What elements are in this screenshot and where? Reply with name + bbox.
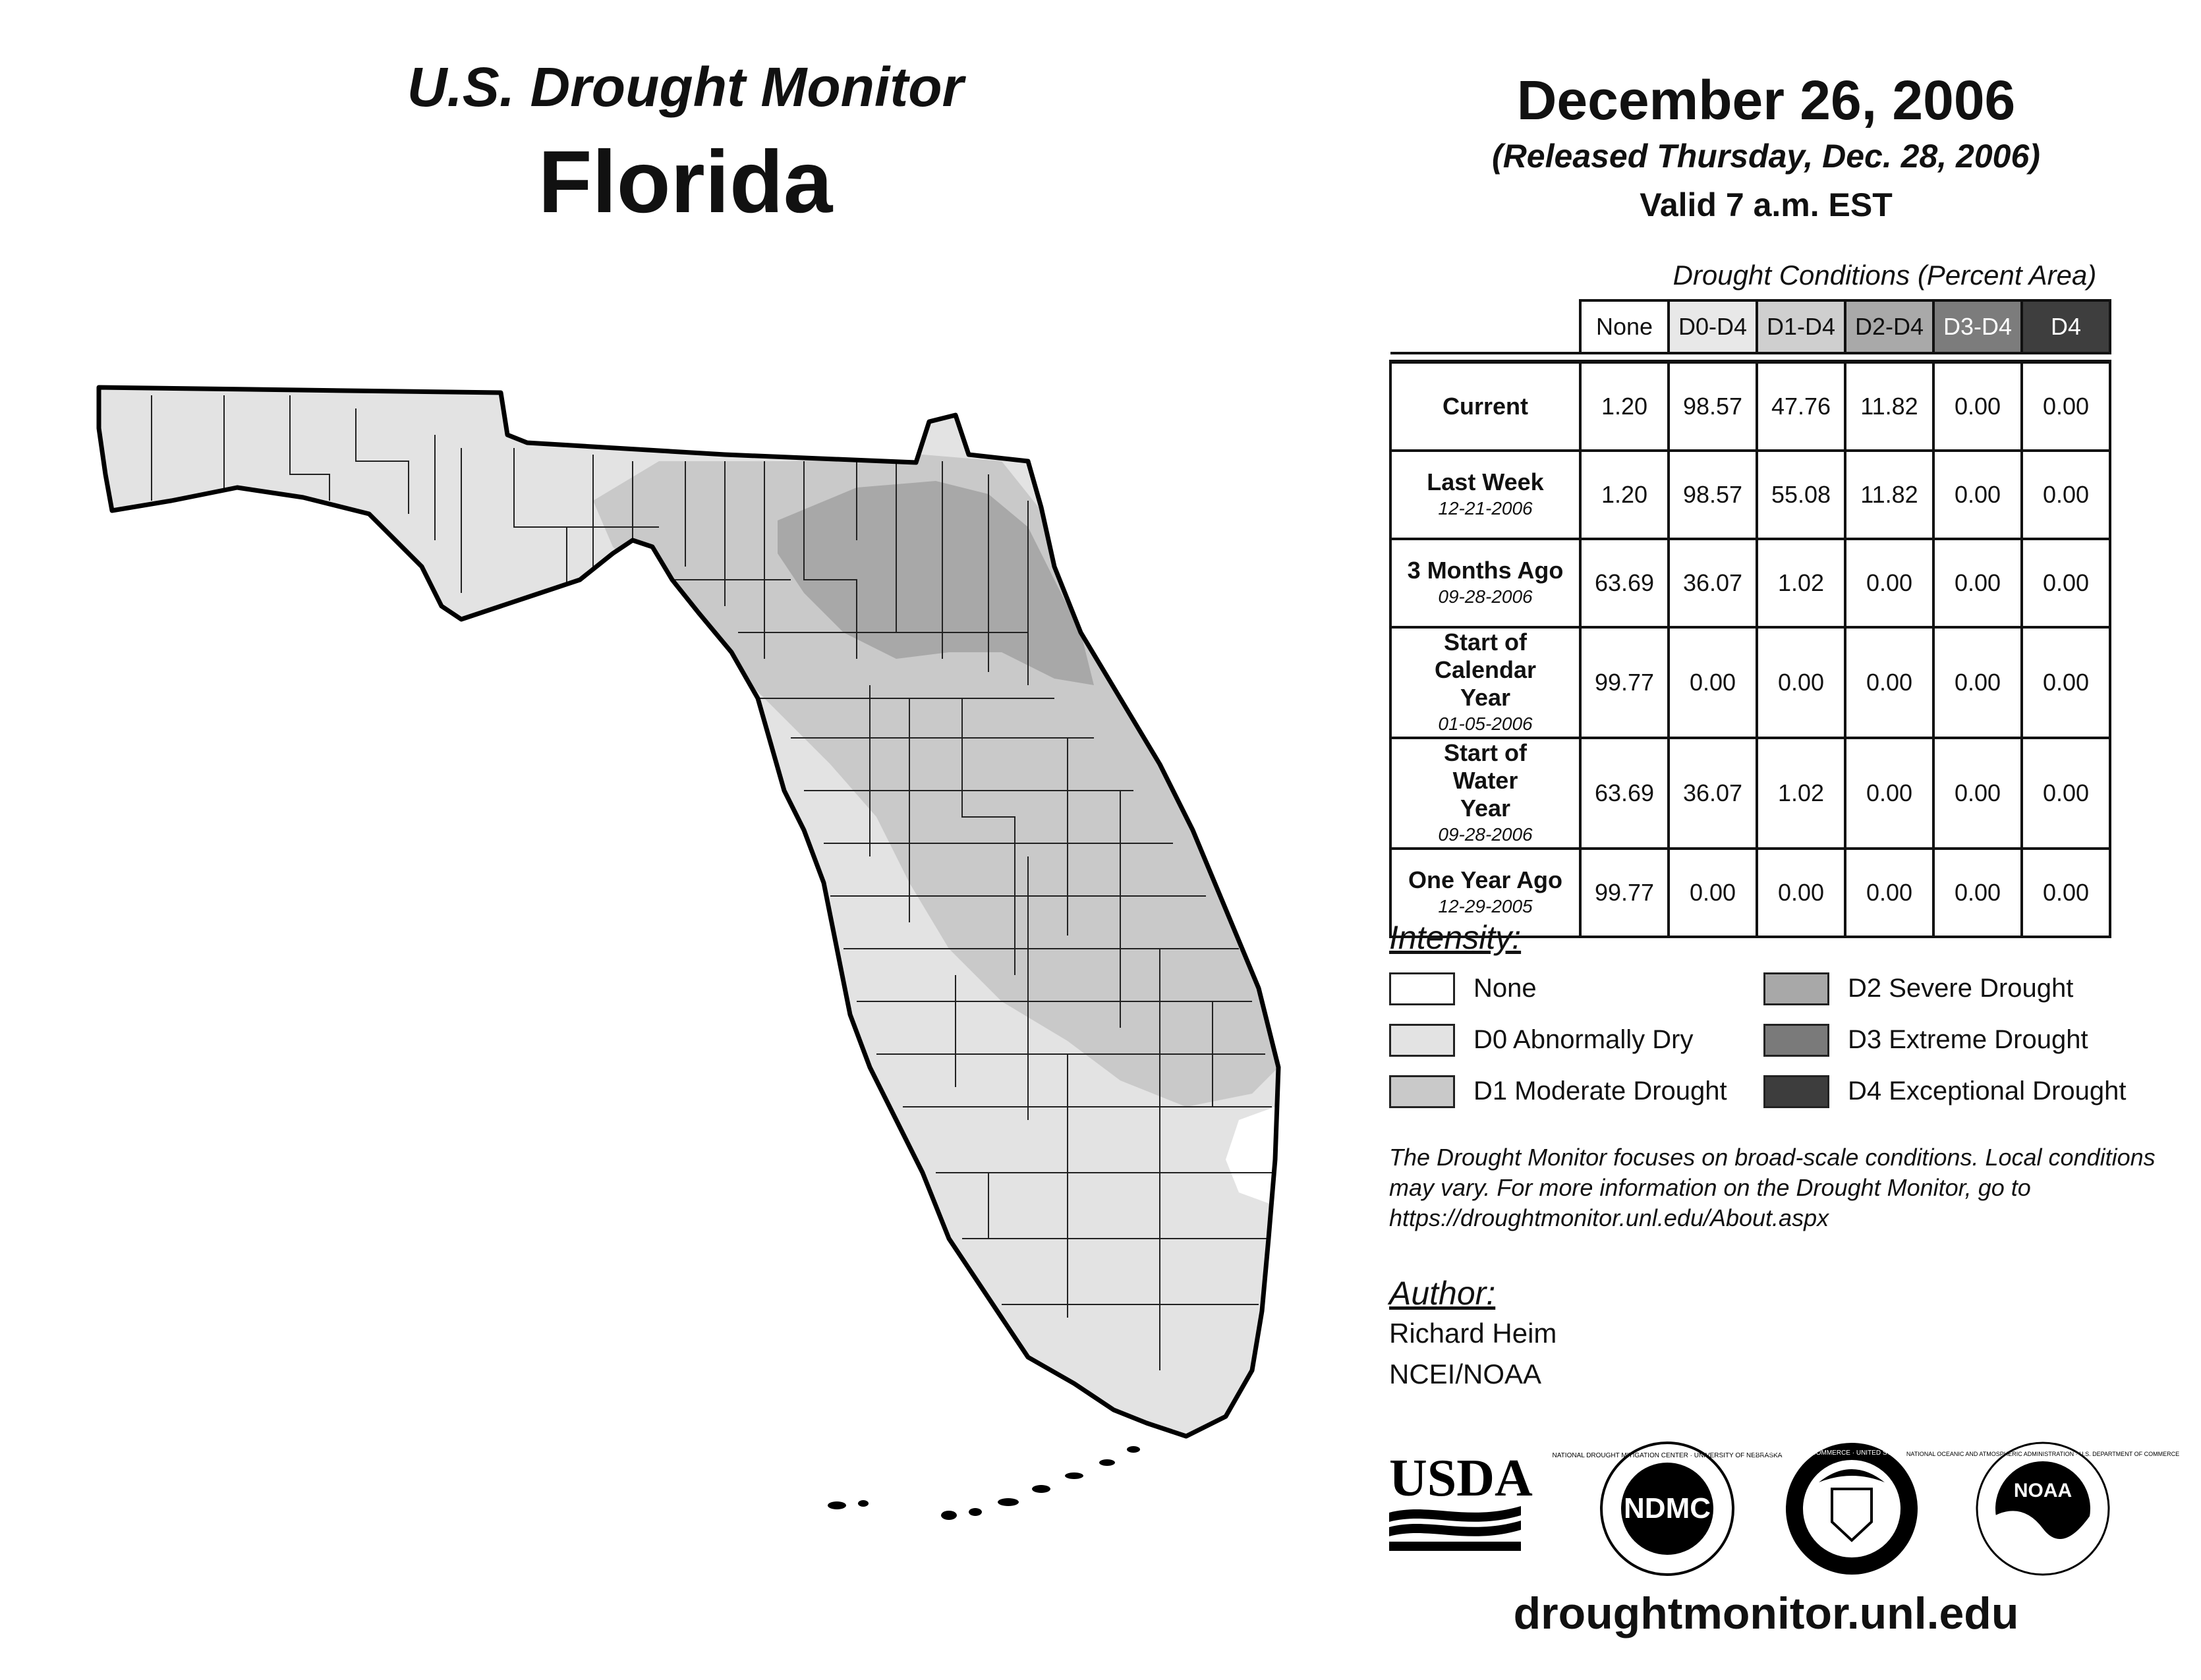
table-cell: 1.02: [1757, 539, 1845, 627]
legend-swatch: [1389, 972, 1455, 1005]
table-cell: 0.00: [1845, 627, 1933, 738]
footer-url[interactable]: droughtmonitor.unl.edu: [1513, 1588, 2019, 1638]
author-heading: Author:: [1389, 1275, 1496, 1312]
ndmc-logo: [1553, 1443, 1783, 1575]
table-cell: 0.00: [2022, 451, 2110, 539]
program-title: U.S. Drought Monitor: [407, 56, 964, 118]
table-cell: 1.02: [1757, 738, 1845, 849]
table-cell: 47.76: [1757, 362, 1845, 451]
table-cell: 0.00: [2022, 362, 2110, 451]
legend-swatch: [1763, 1075, 1829, 1108]
disclaimer-note: The Drought Monitor focuses on broad-scale conditions. Local conditions may vary. For more information on the Drought Monitor, go to https://droughtmonitor.unl.edu/About.aspx: [1389, 1144, 2156, 1231]
row-label: Last Week 12-21-2006: [1390, 451, 1580, 539]
table-cell: 1.20: [1580, 362, 1669, 451]
table-cell: 0.00: [1757, 849, 1845, 937]
row-label: 3 Months Ago 09-28-2006: [1390, 539, 1580, 627]
table-cell: 0.00: [1933, 539, 2022, 627]
svg-text:NATIONAL DROUGHT MITIGATION CE: NATIONAL DROUGHT MITIGATION CENTER · UNIVERSITY OF NEBRASKA: [1552, 1452, 1783, 1459]
state-area: [99, 387, 1278, 1520]
state-title: Florida: [538, 133, 833, 231]
column-header: D4: [2022, 300, 2110, 353]
legend-label: D1 Moderate Drought: [1473, 1077, 1727, 1106]
drought-conditions-table: [1389, 299, 2111, 938]
table-row: [1390, 362, 2110, 451]
table-row: [1390, 738, 2110, 849]
legend-label: D3 Extreme Drought: [1848, 1025, 2088, 1054]
legend-label: D2 Severe Drought: [1848, 974, 2074, 1003]
release-date: (Released Thursday, Dec. 28, 2006): [1492, 138, 2040, 175]
table-cell: 63.69: [1580, 539, 1669, 627]
table-cell: 0.00: [1757, 627, 1845, 738]
table-cell: 0.00: [1933, 451, 2022, 539]
svg-text:NDMC: NDMC: [1624, 1492, 1711, 1525]
row-label: Current: [1390, 362, 1580, 451]
table-cell: 36.07: [1669, 539, 1757, 627]
table-caption: Drought Conditions (Percent Area): [1672, 260, 2097, 291]
table-cell: 0.00: [2022, 539, 2110, 627]
legend-swatch: [1763, 972, 1829, 1005]
svg-text:DEPARTMENT OF COMMERCE · UNITE: DEPARTMENT OF COMMERCE · UNITED STATES OF AMERICA: [1754, 1449, 1950, 1457]
legend-swatch: [1389, 1075, 1455, 1108]
table-cell: 0.00: [1845, 849, 1933, 937]
noaa-logo: [1906, 1443, 2179, 1575]
usda-logo: [1389, 1449, 1533, 1551]
column-header: D0-D4: [1669, 300, 1757, 353]
legend-swatch: [1389, 1024, 1455, 1057]
column-header: None: [1580, 300, 1669, 353]
table-row: [1390, 451, 2110, 539]
table-cell: 0.00: [1669, 849, 1757, 937]
table-cell: 98.57: [1669, 451, 1757, 539]
florida-keys: [828, 1446, 1140, 1520]
svg-text:USDA: USDA: [1389, 1449, 1533, 1507]
table-cell: 0.00: [1933, 849, 2022, 937]
table-cell: 11.82: [1845, 362, 1933, 451]
table-row: [1390, 539, 2110, 627]
legend-label: D4 Exceptional Drought: [1848, 1077, 2127, 1106]
author-name: Richard Heim: [1389, 1318, 1557, 1349]
table-cell: 63.69: [1580, 738, 1669, 849]
table-cell: 55.08: [1757, 451, 1845, 539]
table-cell: 99.77: [1580, 849, 1669, 937]
legend-title: Intensity:: [1389, 919, 1522, 956]
table-header-row: [1390, 300, 2110, 353]
table-cell: 0.00: [1669, 627, 1757, 738]
table-cell: 36.07: [1669, 738, 1757, 849]
table-row: [1390, 627, 2110, 738]
legend-label: D0 Abnormally Dry: [1473, 1025, 1694, 1054]
column-header: D1-D4: [1757, 300, 1845, 353]
header-blank-cell: [1390, 300, 1580, 353]
partner-logos: [1384, 1436, 2180, 1581]
table-cell: 99.77: [1580, 627, 1669, 738]
table-cell: 0.00: [1933, 738, 2022, 849]
table-cell: 98.57: [1669, 362, 1757, 451]
table-cell: 11.82: [1845, 451, 1933, 539]
valid-time: Valid 7 a.m. EST: [1640, 186, 1893, 223]
column-header: D3-D4: [1933, 300, 2022, 353]
column-header: D2-D4: [1845, 300, 1933, 353]
doc-seal-logo: [1754, 1443, 1950, 1575]
table-cell: 0.00: [2022, 738, 2110, 849]
row-label: One Year Ago 12-29-2005: [1390, 849, 1580, 937]
table-cell: 0.00: [1845, 738, 1933, 849]
table-cell: 0.00: [1845, 539, 1933, 627]
legend-swatch: [1763, 1024, 1829, 1057]
table-cell: 0.00: [1933, 362, 2022, 451]
row-label: Start of Water Year 09-28-2006: [1390, 738, 1580, 849]
map-date: December 26, 2006: [1516, 69, 2016, 131]
row-label: Start of Calendar Year 01-05-2006: [1390, 627, 1580, 738]
table-cell: 1.20: [1580, 451, 1669, 539]
svg-text:NOAA: NOAA: [2013, 1480, 2072, 1501]
table-cell: 0.00: [2022, 849, 2110, 937]
table-cell: 0.00: [1933, 627, 2022, 738]
author-org: NCEI/NOAA: [1389, 1358, 1542, 1389]
svg-text:NATIONAL OCEANIC AND ATMOSPHER: NATIONAL OCEANIC AND ATMOSPHERIC ADMINISTRATION · U.S. DEPARTMENT OF COMMERCE: [1906, 1451, 2180, 1457]
table-cell: 0.00: [2022, 627, 2110, 738]
legend-label: None: [1473, 974, 1537, 1003]
